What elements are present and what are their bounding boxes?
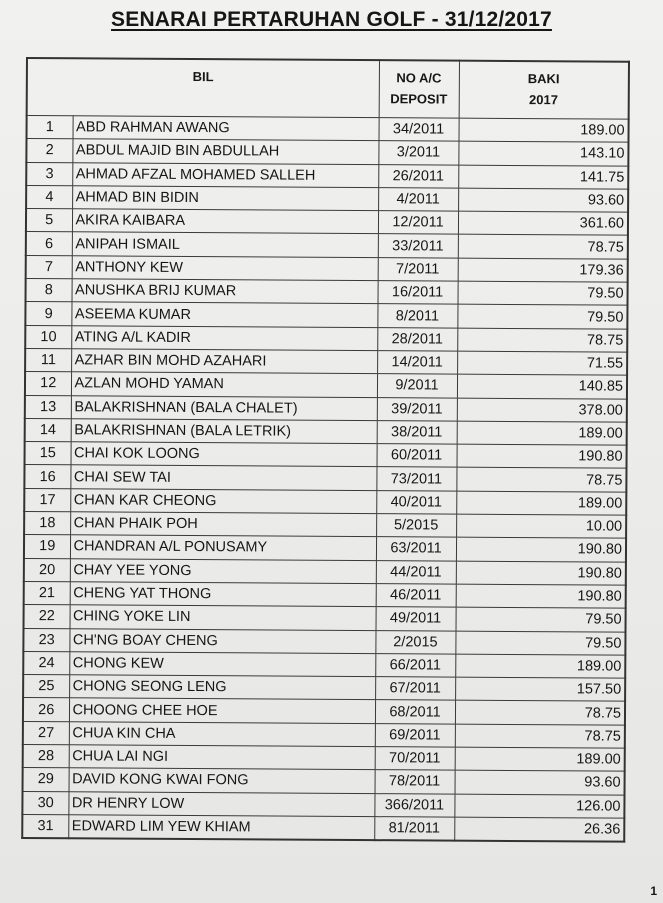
account-deposit-number: 9/2011: [377, 374, 457, 398]
member-name: CHAI KOK LOONG: [71, 442, 377, 467]
member-name: CHONG KEW: [69, 652, 375, 677]
row-number: 1: [27, 116, 73, 140]
row-number: 20: [24, 558, 70, 582]
row-number: 6: [26, 232, 72, 256]
member-name: ABD RAHMAN AWANG: [72, 116, 378, 141]
row-number: 30: [22, 791, 68, 815]
account-deposit-number: 69/2011: [375, 723, 455, 747]
row-number: 23: [23, 628, 69, 652]
member-name: DAVID KONG KWAI FONG: [69, 768, 375, 793]
member-name: BALAKRISHNAN (BALA LETRIK): [71, 419, 377, 444]
row-number: 27: [23, 721, 69, 745]
balance-2017: 179.36: [458, 258, 628, 282]
account-deposit-number: 73/2011: [376, 467, 456, 491]
row-number: 14: [25, 418, 71, 442]
balance-2017: 190.80: [456, 561, 626, 585]
balance-2017: 190.80: [457, 444, 627, 468]
table-row: [27, 116, 629, 143]
member-name: CHAI SEW TAI: [70, 465, 376, 490]
row-number: 25: [23, 675, 69, 699]
table-row: [26, 279, 628, 306]
table-row: [25, 442, 627, 469]
account-deposit-number: 44/2011: [376, 560, 456, 584]
balance-2017: 143.10: [458, 141, 628, 165]
account-deposit-number: 39/2011: [377, 397, 457, 421]
table-row: [25, 372, 627, 399]
balance-2017: 78.75: [455, 724, 625, 748]
balance-2017: 79.50: [458, 281, 628, 305]
page-title: SENARAI PERTARUHAN GOLF - 31/12/2017: [111, 8, 552, 31]
balance-2017: 126.00: [454, 794, 624, 818]
table-row: [23, 745, 625, 772]
account-deposit-number: 26/2011: [378, 164, 458, 188]
account-deposit-number: 12/2011: [378, 211, 458, 235]
row-number: 12: [25, 372, 71, 396]
member-name: AKIRA KAIBARA: [72, 209, 378, 234]
member-name: AZHAR BIN MOHD AZAHARI: [71, 349, 377, 374]
account-deposit-number: 8/2011: [377, 304, 457, 328]
member-name: CHAN PHAIK POH: [70, 512, 376, 537]
account-deposit-number: 2/2015: [375, 630, 455, 654]
row-number: 21: [24, 581, 70, 605]
member-name: CHONG SEONG LENG: [69, 675, 375, 700]
header-no-ac-deposit: [379, 60, 459, 118]
account-deposit-number: 38/2011: [377, 421, 457, 445]
balance-2017: 189.00: [455, 747, 625, 771]
balance-2017: 189.00: [455, 654, 625, 678]
member-name: ANTHONY KEW: [72, 256, 378, 281]
balance-2017: 71.55: [457, 351, 627, 375]
table-row: [24, 535, 626, 562]
row-number: 17: [24, 488, 70, 512]
row-number: 15: [25, 442, 71, 466]
member-name: CHOONG CHEE HOE: [69, 698, 375, 723]
row-number: 11: [25, 348, 71, 372]
table-row: [25, 325, 627, 352]
account-deposit-number: 68/2011: [375, 700, 455, 724]
table-row: [25, 348, 627, 375]
header-bil: BIL: [27, 58, 379, 118]
balance-2017: 93.60: [458, 188, 628, 212]
member-name: BALAKRISHNAN (BALA CHALET): [71, 395, 377, 420]
header-baki-line1: BAKI: [527, 71, 560, 87]
table-row: [26, 209, 628, 236]
balance-2017: 79.50: [457, 305, 627, 329]
table-row: [24, 488, 626, 515]
balance-2017: 190.80: [456, 537, 626, 561]
balance-2017: 93.60: [455, 770, 625, 794]
balance-2017: 26.36: [454, 817, 624, 842]
row-number: 9: [25, 302, 71, 326]
table-row: [24, 558, 626, 585]
row-number: 10: [25, 325, 71, 349]
member-name: ANUSHKA BRIJ KUMAR: [72, 279, 378, 304]
table-row: [24, 465, 626, 492]
header-no-ac-line1: NO A/C: [396, 70, 442, 86]
table-row: [23, 651, 625, 678]
account-deposit-number: 70/2011: [375, 747, 455, 771]
account-deposit-number: 16/2011: [378, 281, 458, 305]
row-number: 7: [26, 255, 72, 279]
account-deposit-number: 46/2011: [376, 584, 456, 608]
member-name: CH'NG BOAY CHENG: [69, 628, 375, 653]
account-deposit-number: 28/2011: [377, 327, 457, 351]
balance-2017: 79.50: [455, 631, 625, 655]
row-number: 19: [24, 535, 70, 559]
member-name: AHMAD AFZAL MOHAMED SALLEH: [72, 162, 378, 187]
row-number: 22: [24, 605, 70, 629]
row-number: 2: [26, 139, 72, 163]
account-deposit-number: 60/2011: [377, 444, 457, 468]
header-baki-2017: [459, 61, 629, 120]
row-number: 16: [24, 465, 70, 489]
golf-bet-table: [21, 57, 630, 843]
balance-2017: 141.75: [458, 165, 628, 189]
row-number: 18: [24, 512, 70, 536]
account-deposit-number: 66/2011: [375, 653, 455, 677]
account-deposit-number: 5/2015: [376, 514, 456, 538]
account-deposit-number: 78/2011: [375, 770, 455, 794]
table-row: [22, 791, 624, 818]
table-header-row: [27, 58, 629, 119]
table-row: [26, 255, 628, 282]
table-body: [22, 116, 628, 842]
balance-2017: 189.00: [459, 118, 629, 142]
balance-2017: 189.00: [456, 491, 626, 515]
row-number: 29: [23, 768, 69, 792]
balance-2017: 140.85: [457, 374, 627, 398]
balance-2017: 78.75: [456, 468, 626, 492]
balance-2017: 157.50: [455, 677, 625, 701]
balance-2017: 190.80: [456, 584, 626, 608]
member-name: CHENG YAT THONG: [70, 582, 376, 607]
balance-2017: 361.60: [458, 211, 628, 235]
member-name: AHMAD BIN BIDIN: [72, 186, 378, 211]
member-name: ABDUL MAJID BIN ABDULLAH: [72, 139, 378, 164]
account-deposit-number: 3/2011: [378, 141, 458, 165]
row-number: 31: [22, 814, 68, 838]
row-number: 5: [26, 209, 72, 233]
account-deposit-number: 63/2011: [376, 537, 456, 561]
balance-2017: 189.00: [457, 421, 627, 445]
table-row: [23, 768, 625, 795]
header-no-ac-line2: DEPOSIT: [390, 91, 448, 107]
table-row: [25, 302, 627, 329]
row-number: 28: [23, 745, 69, 769]
page-number: 1: [650, 884, 657, 898]
balance-2017: 79.50: [456, 607, 626, 631]
account-deposit-number: 7/2011: [378, 257, 458, 281]
member-name: ANIPAH ISMAIL: [72, 232, 378, 257]
balance-2017: 78.75: [458, 235, 628, 259]
row-number: 4: [26, 185, 72, 209]
account-deposit-number: 366/2011: [374, 793, 454, 817]
row-number: 8: [26, 279, 72, 303]
balance-2017: 78.75: [455, 701, 625, 725]
table-row: [26, 185, 628, 212]
member-name: EDWARD LIM YEW KHIAM: [68, 815, 374, 841]
table-row: [23, 628, 625, 655]
account-deposit-number: 67/2011: [375, 677, 455, 701]
member-name: ATING A/L KADIR: [71, 325, 377, 350]
table-row: [24, 605, 626, 632]
account-deposit-number: 14/2011: [377, 351, 457, 375]
balance-2017: 10.00: [456, 514, 626, 538]
member-name: CHUA KIN CHA: [69, 721, 375, 746]
golf-bet-table-wrapper: [21, 57, 636, 843]
account-deposit-number: 40/2011: [376, 490, 456, 514]
row-number: 24: [23, 651, 69, 675]
member-name: ASEEMA KUMAR: [71, 302, 377, 327]
table-row: [25, 418, 627, 445]
member-name: DR HENRY LOW: [68, 791, 374, 816]
account-deposit-number: 81/2011: [374, 817, 454, 841]
table-row: [25, 395, 627, 422]
row-number: 3: [26, 162, 72, 186]
member-name: CHAN KAR CHEONG: [70, 489, 376, 514]
row-number: 13: [25, 395, 71, 419]
table-row: [24, 512, 626, 539]
table-row: [26, 162, 628, 189]
table-row: [24, 581, 626, 608]
table-row: [22, 814, 624, 841]
member-name: CHUA LAI NGI: [69, 745, 375, 770]
table-row: [23, 698, 625, 725]
account-deposit-number: 4/2011: [378, 188, 458, 212]
account-deposit-number: 33/2011: [378, 234, 458, 258]
table-row: [23, 721, 625, 748]
table-row: [26, 139, 628, 166]
row-number: 26: [23, 698, 69, 722]
table-row: [26, 232, 628, 259]
member-name: CHING YOKE LIN: [70, 605, 376, 630]
balance-2017: 378.00: [457, 398, 627, 422]
header-baki-line2: 2017: [529, 92, 559, 108]
member-name: CHANDRAN A/L PONUSAMY: [70, 535, 376, 560]
account-deposit-number: 49/2011: [376, 607, 456, 631]
balance-2017: 78.75: [457, 328, 627, 352]
account-deposit-number: 34/2011: [379, 118, 459, 142]
table-row: [23, 675, 625, 702]
member-name: AZLAN MOHD YAMAN: [71, 372, 377, 397]
member-name: CHAY YEE YONG: [70, 558, 376, 583]
